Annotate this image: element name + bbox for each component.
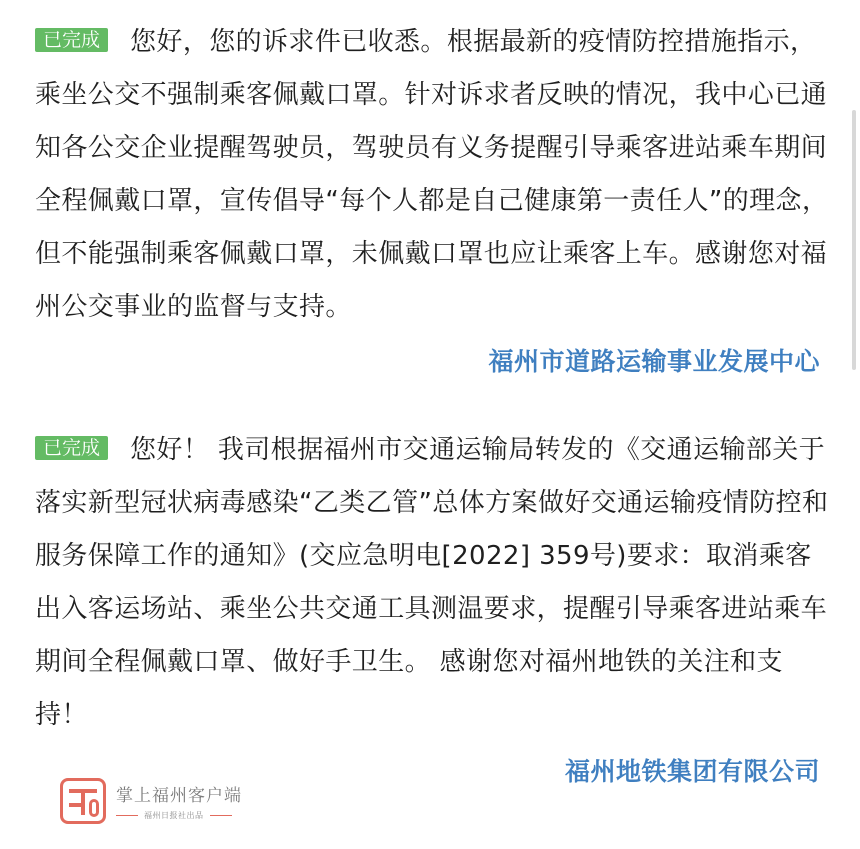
reply-card-1 bbox=[35, 16, 835, 334]
reply-text: 您好，您的诉求件已收悉。根据最新的疫情防控措施指示，乘坐公交不强制乘客佩戴口罩。针对诉求者反映的情况，我中心已通知各公交企业提醒驾驶员，驾驶员有义务提醒引导乘客进站乘车期间全程佩戴口罩，宣传倡导“每个人都是自己健康第一责任人”的理念，但不能强制乘客佩戴口罩，未佩戴口罩也应让乘客上车。感谢您对福州公交事业的监督与支持。 bbox=[35, 27, 829, 322]
reply-signature: 福州市道路运输事业发展中心 bbox=[488, 347, 820, 376]
watermark-subtitle-row bbox=[116, 810, 242, 821]
watermark-subtitle: 福州日报社出品 bbox=[144, 811, 204, 820]
watermark-title: 掌上福州客户端 bbox=[116, 786, 242, 806]
scrollbar[interactable] bbox=[852, 110, 856, 370]
reply-signature: 福州地铁集团有限公司 bbox=[564, 757, 820, 786]
app-logo-icon bbox=[60, 778, 106, 824]
divider bbox=[116, 815, 138, 816]
status-badge: 已完成 bbox=[35, 28, 108, 52]
watermark bbox=[60, 778, 242, 824]
status-badge: 已完成 bbox=[35, 436, 108, 460]
reply-card-2 bbox=[35, 424, 835, 742]
divider bbox=[210, 815, 232, 816]
watermark-text bbox=[116, 781, 242, 821]
reply-text: 您好！ 我司根据福州市交通运输局转发的《交通运输部关于落实新型冠状病毒感染“乙类乙管”总体方案做好交通运输疫情防控和服务保障工作的通知》(交应急明电[2022] 359号)要求：取消乘客出入客运场站、乘坐公共交通工具测温要求，提醒引导乘客进站乘车期间全程佩戴口罩、做好手卫生。 感谢您对福州地铁的关注和支持！ bbox=[35, 435, 829, 730]
